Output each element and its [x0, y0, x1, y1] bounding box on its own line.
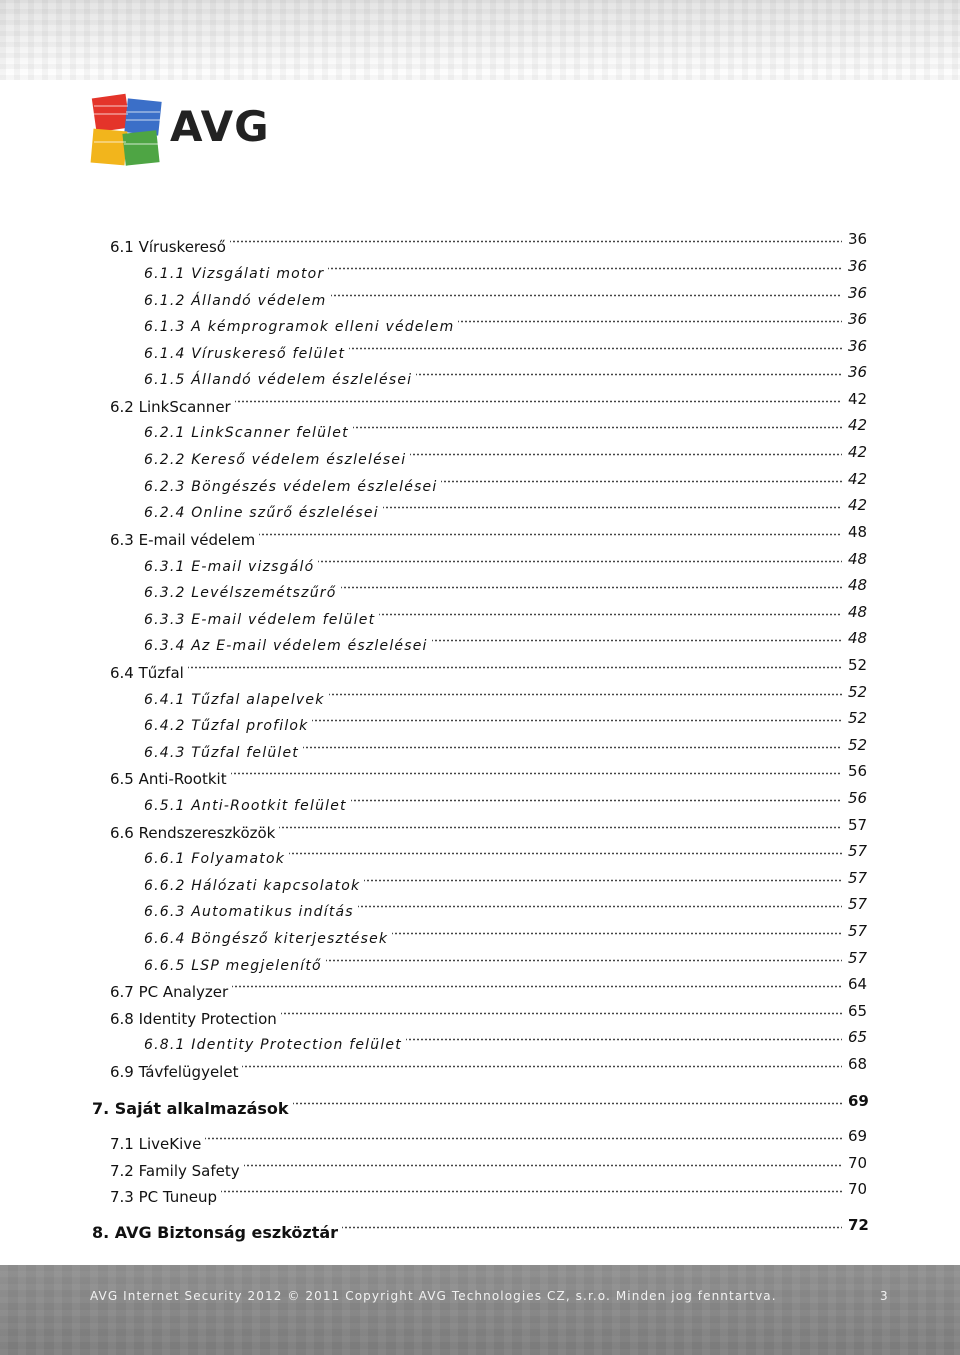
toc-entry-page: 36: [848, 284, 868, 302]
toc-entry-title: 6.3.1 E-mail vizsgáló: [144, 556, 318, 578]
toc-entry-page: 65: [848, 1028, 868, 1046]
toc-entry-page: 52: [848, 683, 868, 701]
toc-entry[interactable]: [0, 895, 960, 925]
toc-entry-title: 6.6.4 Böngésző kiterjesztések: [144, 928, 392, 950]
dot-leader: [390, 932, 842, 938]
dot-leader: [186, 666, 842, 672]
toc-entry-title: 6.1.3 A kémprogramok elleni védelem: [144, 316, 458, 338]
footer-copyright: AVG Internet Security 2012 © 2011 Copyright AVG Technologies CZ, s.r.o. Minden jog fenntartva.: [90, 1289, 777, 1303]
toc-entry-title: 7.1 LiveKive: [110, 1133, 205, 1155]
toc-entry-page: 36: [848, 310, 868, 328]
toc-entry-page: 72: [848, 1216, 869, 1234]
dot-leader: [257, 533, 842, 539]
toc-entry[interactable]: [0, 523, 960, 553]
dot-leader: [340, 1226, 842, 1232]
toc-entry[interactable]: [0, 1127, 960, 1157]
toc-entry-title: 6.6.1 Folyamatok: [144, 848, 289, 870]
toc-entry-title: 6.2.2 Kereső védelem észlelései: [144, 449, 410, 471]
toc-entry[interactable]: [0, 975, 960, 1005]
toc-entry[interactable]: [0, 390, 960, 420]
dot-leader: [430, 639, 842, 645]
toc-entry-page: 64: [848, 975, 868, 993]
dot-leader: [219, 1190, 842, 1196]
toc-entry-title: 6.1 Víruskereső: [110, 236, 230, 258]
toc-entry-title: 6.6 Rendszereszközök: [110, 822, 279, 844]
toc-entry[interactable]: [0, 257, 960, 287]
dot-leader: [347, 347, 842, 353]
toc-entry-title: 6.3.2 Levélszemétszűrő: [144, 582, 341, 604]
toc-entry-title: 6.2.4 Online szűrő észlelései: [144, 502, 383, 524]
dot-leader: [362, 879, 842, 885]
toc-entry-title: 6.3.4 Az E-mail védelem észlelései: [144, 635, 432, 657]
toc-entry[interactable]: [0, 736, 960, 766]
dot-leader: [242, 1164, 842, 1170]
toc-entry-title: 6.4.3 Tűzfal felület: [144, 742, 303, 764]
toc-entry[interactable]: [0, 842, 960, 872]
toc-entry-page: 48: [848, 576, 868, 594]
dot-leader: [326, 267, 842, 273]
dot-leader: [277, 826, 842, 832]
toc-entry-title: 6.2 LinkScanner: [110, 396, 235, 418]
dot-leader: [316, 560, 842, 566]
toc-entry[interactable]: [0, 470, 960, 500]
toc-entry[interactable]: [0, 603, 960, 633]
toc-entry-title: 6.3.3 E-mail védelem felület: [144, 609, 379, 631]
toc-entry-page: 57: [848, 842, 868, 860]
toc-entry[interactable]: [0, 869, 960, 899]
toc-entry-title: 6.6.2 Hálózati kapcsolatok: [144, 875, 364, 897]
dot-leader: [381, 506, 842, 512]
footer-page-number: 3: [880, 1289, 888, 1303]
dot-leader: [327, 693, 842, 699]
dot-leader: [229, 772, 842, 778]
toc-entry[interactable]: [0, 1092, 960, 1122]
toc-entry[interactable]: [0, 1055, 960, 1085]
toc-entry-title: 6.4.2 Tűzfal profilok: [144, 715, 312, 737]
toc-entry[interactable]: [0, 762, 960, 792]
toc-entry[interactable]: [0, 629, 960, 659]
dot-leader: [287, 852, 842, 858]
toc-entry[interactable]: [0, 1154, 960, 1184]
toc-entry-page: 42: [848, 390, 868, 408]
toc-entry-page: 48: [848, 603, 868, 621]
dot-leader: [279, 1012, 842, 1018]
toc-entry-title: 6.8.1 Identity Protection felület: [144, 1034, 406, 1056]
dot-leader: [408, 453, 842, 459]
toc-entry-page: 36: [848, 337, 868, 355]
toc-entry-page: 52: [848, 736, 868, 754]
toc-entry-page: 48: [848, 550, 868, 568]
dot-leader: [240, 1065, 842, 1071]
toc-entry[interactable]: [0, 1216, 960, 1246]
dot-leader: [291, 1102, 842, 1108]
toc-entry-title: 7.2 Family Safety: [110, 1160, 244, 1182]
toc-entry[interactable]: [0, 656, 960, 686]
toc-entry-page: 52: [848, 656, 868, 674]
toc-entry-page: 65: [848, 1002, 868, 1020]
toc-entry-page: 69: [848, 1127, 868, 1145]
toc-entry[interactable]: [0, 284, 960, 314]
toc-entry-page: 57: [848, 869, 868, 887]
dot-leader: [230, 985, 842, 991]
toc-entry[interactable]: [0, 789, 960, 819]
toc-entry-page: 57: [848, 949, 868, 967]
toc-entry[interactable]: [0, 550, 960, 580]
toc-entry-page: 36: [848, 257, 868, 275]
dot-leader: [404, 1038, 842, 1044]
brand-name: AVG: [170, 102, 270, 151]
toc-entry[interactable]: [0, 496, 960, 526]
dot-leader: [377, 613, 842, 619]
toc-entry-page: 36: [848, 230, 868, 248]
toc-entry-page: 70: [848, 1154, 868, 1172]
toc-entry-page: 57: [848, 895, 868, 913]
dot-leader: [456, 320, 842, 326]
toc-entry[interactable]: [0, 1028, 960, 1058]
dot-leader: [203, 1137, 842, 1143]
toc-entry-page: 48: [848, 523, 868, 541]
toc-entry[interactable]: [0, 416, 960, 446]
toc-entry[interactable]: [0, 337, 960, 367]
toc-entry-title: 6.9 Távfelügyelet: [110, 1061, 242, 1083]
toc-entry[interactable]: [0, 1180, 960, 1210]
toc-entry[interactable]: [0, 683, 960, 713]
toc-entry[interactable]: [0, 1002, 960, 1032]
toc-entry-title: 6.6.3 Automatikus indítás: [144, 901, 358, 923]
dot-leader: [310, 719, 842, 725]
toc-entry-title: 6.1.2 Állandó védelem: [144, 290, 331, 312]
toc-entry-page: 56: [848, 789, 868, 807]
dot-leader: [439, 480, 842, 486]
dot-leader: [228, 240, 842, 246]
toc-entry-title: 6.4 Tűzfal: [110, 662, 188, 684]
toc-entry-title: 6.5 Anti-Rootkit: [110, 768, 231, 790]
toc-entry-page: 68: [848, 1055, 868, 1073]
toc-entry[interactable]: [0, 230, 960, 260]
dot-leader: [324, 959, 842, 965]
dot-leader: [349, 799, 842, 805]
dot-leader: [329, 294, 842, 300]
dot-leader: [414, 373, 842, 379]
toc-entry-page: 48: [848, 629, 868, 647]
toc-entry[interactable]: [0, 816, 960, 846]
toc-entry-title: 6.2.1 LinkScanner felület: [144, 422, 353, 444]
toc-entry-page: 69: [848, 1092, 869, 1110]
toc-entry[interactable]: [0, 576, 960, 606]
toc-entry-page: 42: [848, 443, 868, 461]
toc-entry[interactable]: [0, 310, 960, 340]
dot-leader: [301, 746, 842, 752]
toc-entry[interactable]: [0, 709, 960, 739]
toc-entry-page: 42: [848, 416, 868, 434]
toc-entry-page: 42: [848, 470, 868, 488]
toc-entry[interactable]: [0, 363, 960, 393]
toc-entry-title: 6.5.1 Anti-Rootkit felület: [144, 795, 351, 817]
toc-entry-page: 57: [848, 922, 868, 940]
dot-leader: [233, 400, 842, 406]
toc-entry-title: 8. AVG Biztonság eszköztár: [92, 1222, 342, 1244]
toc-entry-title: 6.4.1 Tűzfal alapelvek: [144, 689, 329, 711]
toc-entry[interactable]: [0, 949, 960, 979]
toc-entry[interactable]: [0, 443, 960, 473]
toc-entry-title: 6.1.1 Vizsgálati motor: [144, 263, 328, 285]
toc-entry-page: 42: [848, 496, 868, 514]
toc-entry-title: 6.3 E-mail védelem: [110, 529, 259, 551]
dot-leader: [339, 586, 842, 592]
toc-entry-page: 57: [848, 816, 868, 834]
toc-entry-title: 6.2.3 Böngészés védelem észlelései: [144, 476, 441, 498]
toc-entry-page: 56: [848, 762, 868, 780]
toc-entry-page: 52: [848, 709, 868, 727]
toc-entry-title: 6.7 PC Analyzer: [110, 981, 232, 1003]
toc-entry-title: 6.8 Identity Protection: [110, 1008, 281, 1030]
toc-entry[interactable]: [0, 922, 960, 952]
toc-entry-title: 6.6.5 LSP megjelenítő: [144, 955, 326, 977]
toc-entry-page: 36: [848, 363, 868, 381]
toc-entry-title: 6.1.4 Víruskereső felület: [144, 343, 349, 365]
toc-entry-title: 7. Saját alkalmazások: [92, 1098, 293, 1120]
toc-entry-page: 70: [848, 1180, 868, 1198]
dot-leader: [351, 426, 842, 432]
page-footer: [0, 1265, 960, 1355]
dot-leader: [356, 905, 842, 911]
toc-entry-title: 7.3 PC Tuneup: [110, 1186, 221, 1208]
toc-entry-title: 6.1.5 Állandó védelem észlelései: [144, 369, 416, 391]
